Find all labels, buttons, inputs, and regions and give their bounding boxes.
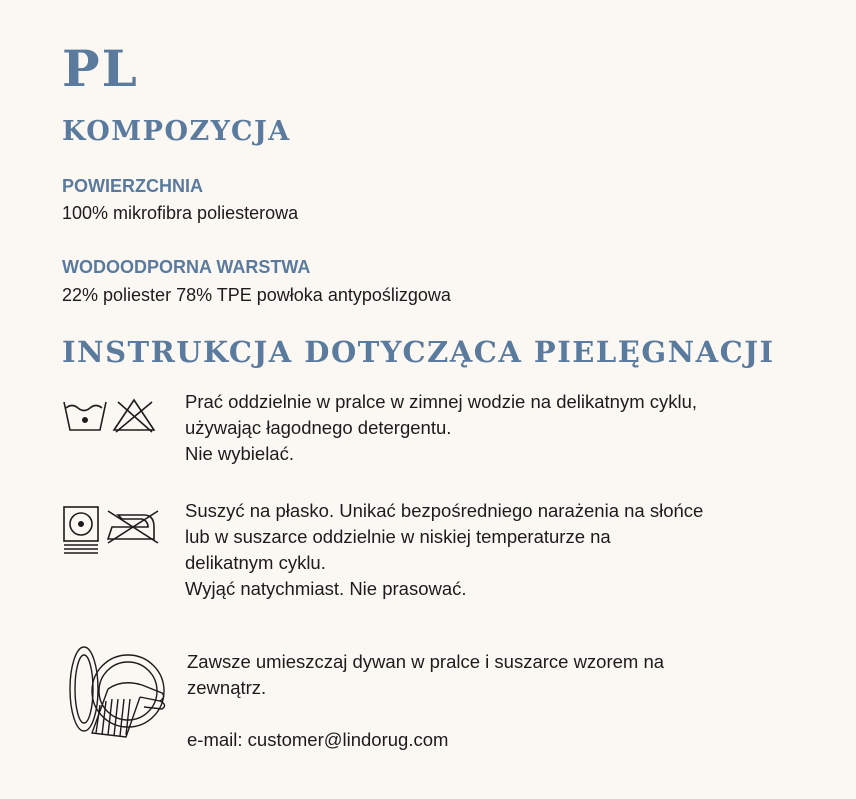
- load-line-2: zewnątrz.: [187, 677, 267, 698]
- no-iron-icon: [108, 511, 158, 543]
- care-heading: INSTRUKCJA DOTYCZĄCA PIELĘGNACJI: [62, 335, 775, 369]
- washing-machine-icon: [62, 645, 172, 741]
- dry-line-1: Suszyć na płasko. Unikać bezpośredniego narażenia na słońce: [185, 500, 704, 521]
- load-line-1: Zawsze umieszczaj dywan w pralce i suszarce wzorem na: [187, 651, 665, 672]
- wash-line-2: używając łagodnego detergentu.: [185, 417, 452, 438]
- surface-value: 100% mikrofibra poliesterowa: [62, 203, 299, 223]
- wash-30-icon: [64, 402, 106, 430]
- contact-email: e-mail: customer@lindorug.com: [187, 729, 449, 750]
- surface-label: POWIERZCHNIA: [62, 176, 203, 196]
- load-instructions: [187, 649, 664, 753]
- composition-heading: KOMPOZYCJA: [62, 116, 291, 147]
- tumble-dry-low-icon: [64, 507, 98, 553]
- dry-instructions: [185, 498, 703, 602]
- language-code: PL: [62, 39, 139, 98]
- dry-line-4: Wyjąć natychmiast. Nie prasować.: [185, 578, 467, 599]
- wash-icon-group: [62, 398, 162, 434]
- wash-instructions: [185, 389, 697, 467]
- waterproof-value: 22% poliester 78% TPE powłoka antypoślizgowa: [62, 285, 451, 305]
- wash-line-1: Prać oddzielnie w pralce w zimnej wodzie na delikatnym cyklu,: [185, 391, 698, 412]
- dry-icon-group: [62, 505, 162, 557]
- waterproof-label: WODOODPORNA WARSTWA: [62, 257, 311, 277]
- dry-line-2: lub w suszarce oddzielnie w niskiej temperaturze na: [185, 526, 611, 547]
- dry-line-3: delikatnym cyklu.: [185, 552, 326, 573]
- wash-line-3: Nie wybielać.: [185, 443, 294, 464]
- no-bleach-icon: [114, 400, 154, 432]
